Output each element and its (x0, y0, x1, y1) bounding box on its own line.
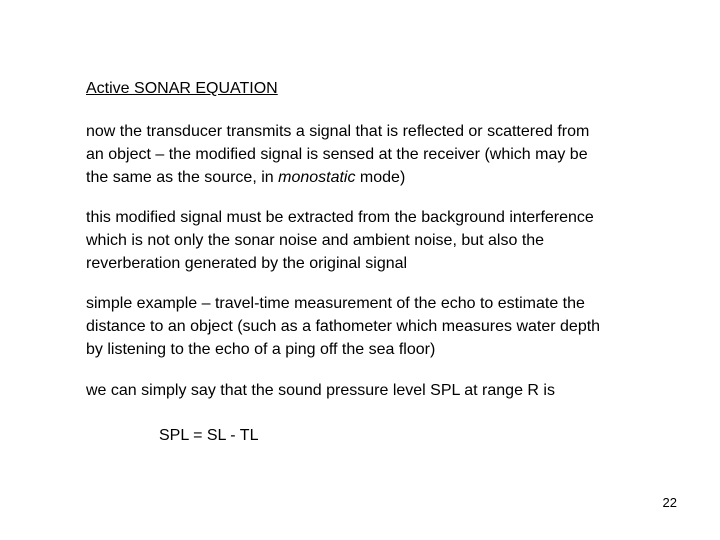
italic-term: monostatic (278, 169, 356, 186)
paragraph-example (86, 292, 676, 361)
slide-title: Active SONAR EQUATION (86, 80, 278, 97)
paragraph-line: this modified signal must be extracted from the background interference (86, 209, 594, 226)
text-segment: the same as the source, in (86, 169, 279, 186)
paragraph-transducer (86, 120, 676, 189)
paragraph-line: now the transducer transmits a signal that is reflected or scattered from (86, 123, 590, 140)
paragraph-line: which is not only the sonar noise and ambient noise, but also the (86, 232, 545, 249)
paragraph-interference (86, 206, 676, 275)
paragraph-line: an object – the modified signal is sensed at the receiver (which may be (86, 146, 588, 163)
paragraph-line (86, 166, 676, 189)
paragraph-line: distance to an object (such as a fathometer which measures water depth (86, 318, 601, 335)
paragraph-spl (86, 379, 676, 402)
equation: SPL = SL - TL (159, 427, 259, 444)
text-segment: mode) (355, 169, 406, 186)
paragraph-line: we can simply say that the sound pressure level SPL at range R is (86, 382, 555, 399)
paragraph-line: reverberation generated by the original signal (86, 255, 408, 272)
page-number: 22 (662, 495, 677, 510)
paragraph-line: by listening to the echo of a ping off the sea floor) (86, 341, 436, 358)
paragraph-line: simple example – travel-time measurement of the echo to estimate the (86, 295, 585, 312)
